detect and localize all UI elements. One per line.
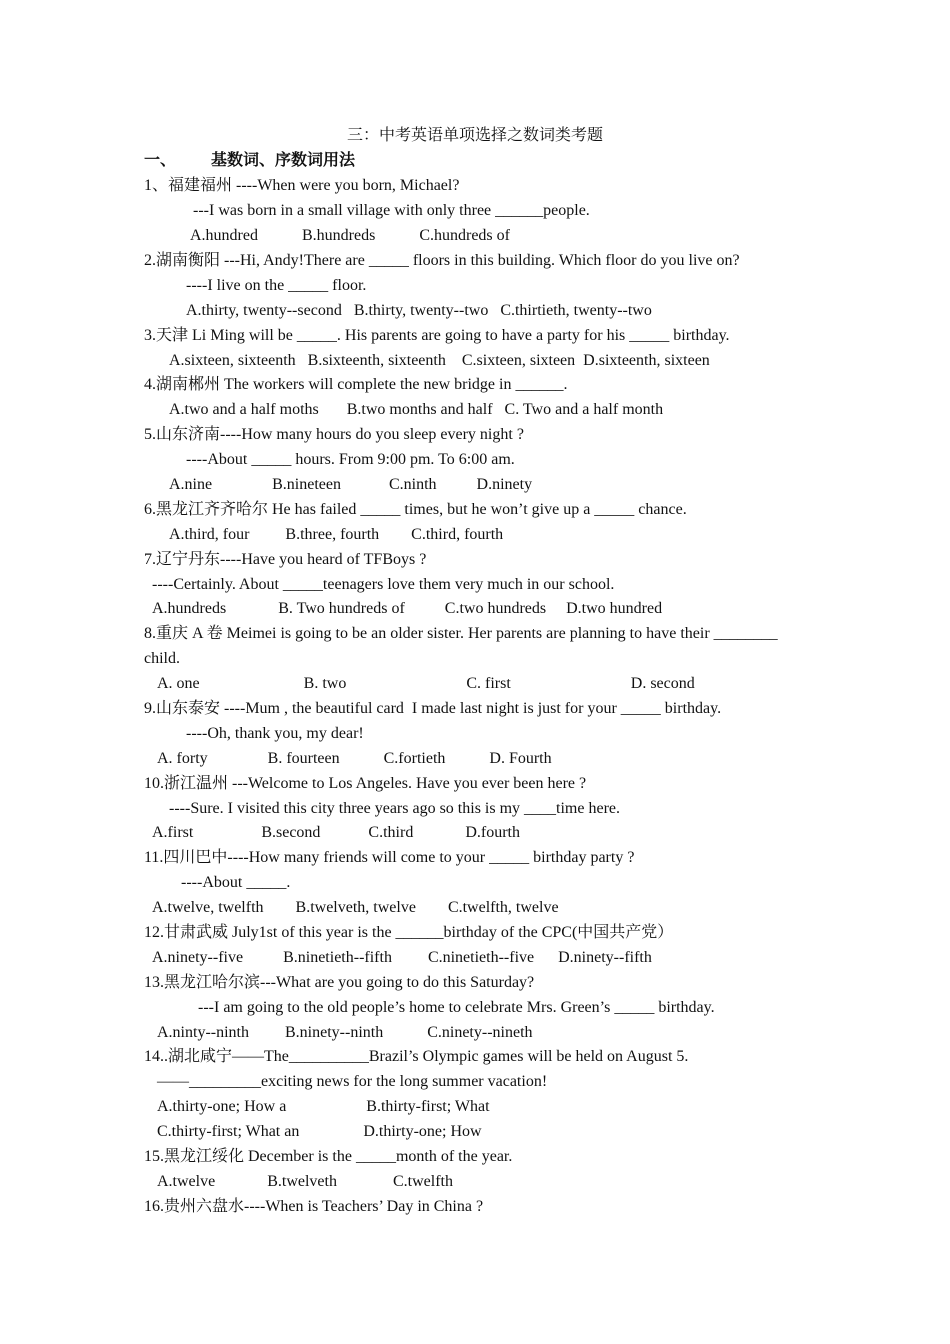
question-12-options: A.ninety--five B.ninetieth--fifth C.ninetieth--five D.ninety--fifth [152,949,652,966]
question-8-continued: child. [144,650,180,667]
question-3-options: A.sixteen, sixteenth B.sixteenth, sixteenth C.sixteen, sixteen D.sixteenth, sixteen [169,352,710,369]
question-7-options: A.hundreds B. Two hundreds of C.two hundreds D.two hundred [152,600,663,617]
question-11: 11.四川巴中----How many friends will come to your _____ birthday party ? [144,849,635,866]
question-14-options-row-1: A.thirty-one; How a B.thirty-first; What [157,1098,490,1115]
section-number: 一、 [144,152,177,169]
question-9-options: A. forty B. fourteen C.fortieth D. Fourth [157,750,552,767]
question-15: 15.黑龙江绥化 December is the _____month of the year. [144,1148,513,1165]
question-15-options: A.twelve B.twelveth C.twelfth [157,1173,453,1190]
question-10-dialogue: ----Sure. I visited this city three years ago so this is my ____time here. [169,800,621,817]
question-2-dialogue: ----I live on the _____ floor. [186,277,367,294]
question-10-options: A.first B.second C.third D.fourth [152,824,520,841]
question-2: 2.湖南衡阳 ---Hi, Andy!There are _____ floors in this building. Which floor do you live on? [144,252,740,269]
question-6: 6.黑龙江齐齐哈尔 He has failed _____ times, but he won’t give up a _____ chance. [144,501,687,518]
question-2-options: A.thirty, twenty--second B.thirty, twenty--two C.thirtieth, twenty--two [186,302,652,319]
question-12: 12.甘肃武威 July1st of this year is the ______birthday of the CPC(中国共产党） [144,924,674,941]
section-heading: 基数词、序数词用法 [211,152,356,169]
question-9: 9.山东泰安 ----Mum , the beautiful card I made last night is just for your _____ birthday. [144,700,722,717]
question-7: 7.辽宁丹东----Have you heard of TFBoys ? [144,551,427,568]
question-1-options: A.hundred B.hundreds C.hundreds of [190,227,510,244]
question-14-options-row-2: C.thirty-first; What an D.thirty-one; How [157,1123,482,1140]
page-title: 三：中考英语单项选择之数词类考题 [346,127,603,144]
question-11-dialogue: ----About _____. [181,874,291,891]
question-4-options: A.two and a half moths B.two months and half C. Two and a half month [169,401,664,418]
question-11-options: A.twelve, twelfth B.twelveth, twelve C.twelfth, twelve [152,899,559,916]
question-14: 14..湖北咸宁——The__________Brazil’s Olympic games will be held on August 5. [144,1048,689,1065]
question-1-dialogue: ---I was born in a small village with only three ______people. [193,202,590,219]
question-8: 8.重庆 A 卷 Meimei is going to be an older sister. Her parents are planning to have their ________ [144,625,778,642]
question-10: 10.浙江温州 ---Welcome to Los Angeles. Have you ever been here ? [144,775,587,792]
question-8-options: A. one B. two C. first D. second [157,675,695,692]
question-16: 16.贵州六盘水----When is Teachers’ Day in China ? [144,1198,484,1215]
question-5: 5.山东济南----How many hours do you sleep every night ? [144,426,524,443]
question-5-dialogue: ----About _____ hours. From 9:00 pm. To 6:00 am. [186,451,515,468]
question-1: 1、福建福州 ----When were you born, Michael? [144,177,460,194]
question-13-dialogue: ---I am going to the old people’s home to celebrate Mrs. Green’s _____ birthday. [198,999,715,1016]
question-7-dialogue: ----Certainly. About _____teenagers love them very much in our school. [152,576,615,593]
question-9-dialogue: ----Oh, thank you, my dear! [186,725,364,742]
question-13: 13.黑龙江哈尔滨---What are you going to do this Saturday? [144,974,535,991]
question-6-options: A.third, four B.three, fourth C.third, fourth [169,526,504,543]
question-4: 4.湖南郴州 The workers will complete the new bridge in ______. [144,376,568,393]
question-14-dialogue: ——_________exciting news for the long summer vacation! [157,1073,548,1090]
question-3: 3.天津 Li Ming will be _____. His parents are going to have a party for his _____ birthday. [144,327,730,344]
question-5-options: A.nine B.nineteen C.ninth D.ninety [169,476,533,493]
question-13-options: A.ninty--ninth B.ninety--ninth C.ninety--nineth [157,1024,533,1041]
